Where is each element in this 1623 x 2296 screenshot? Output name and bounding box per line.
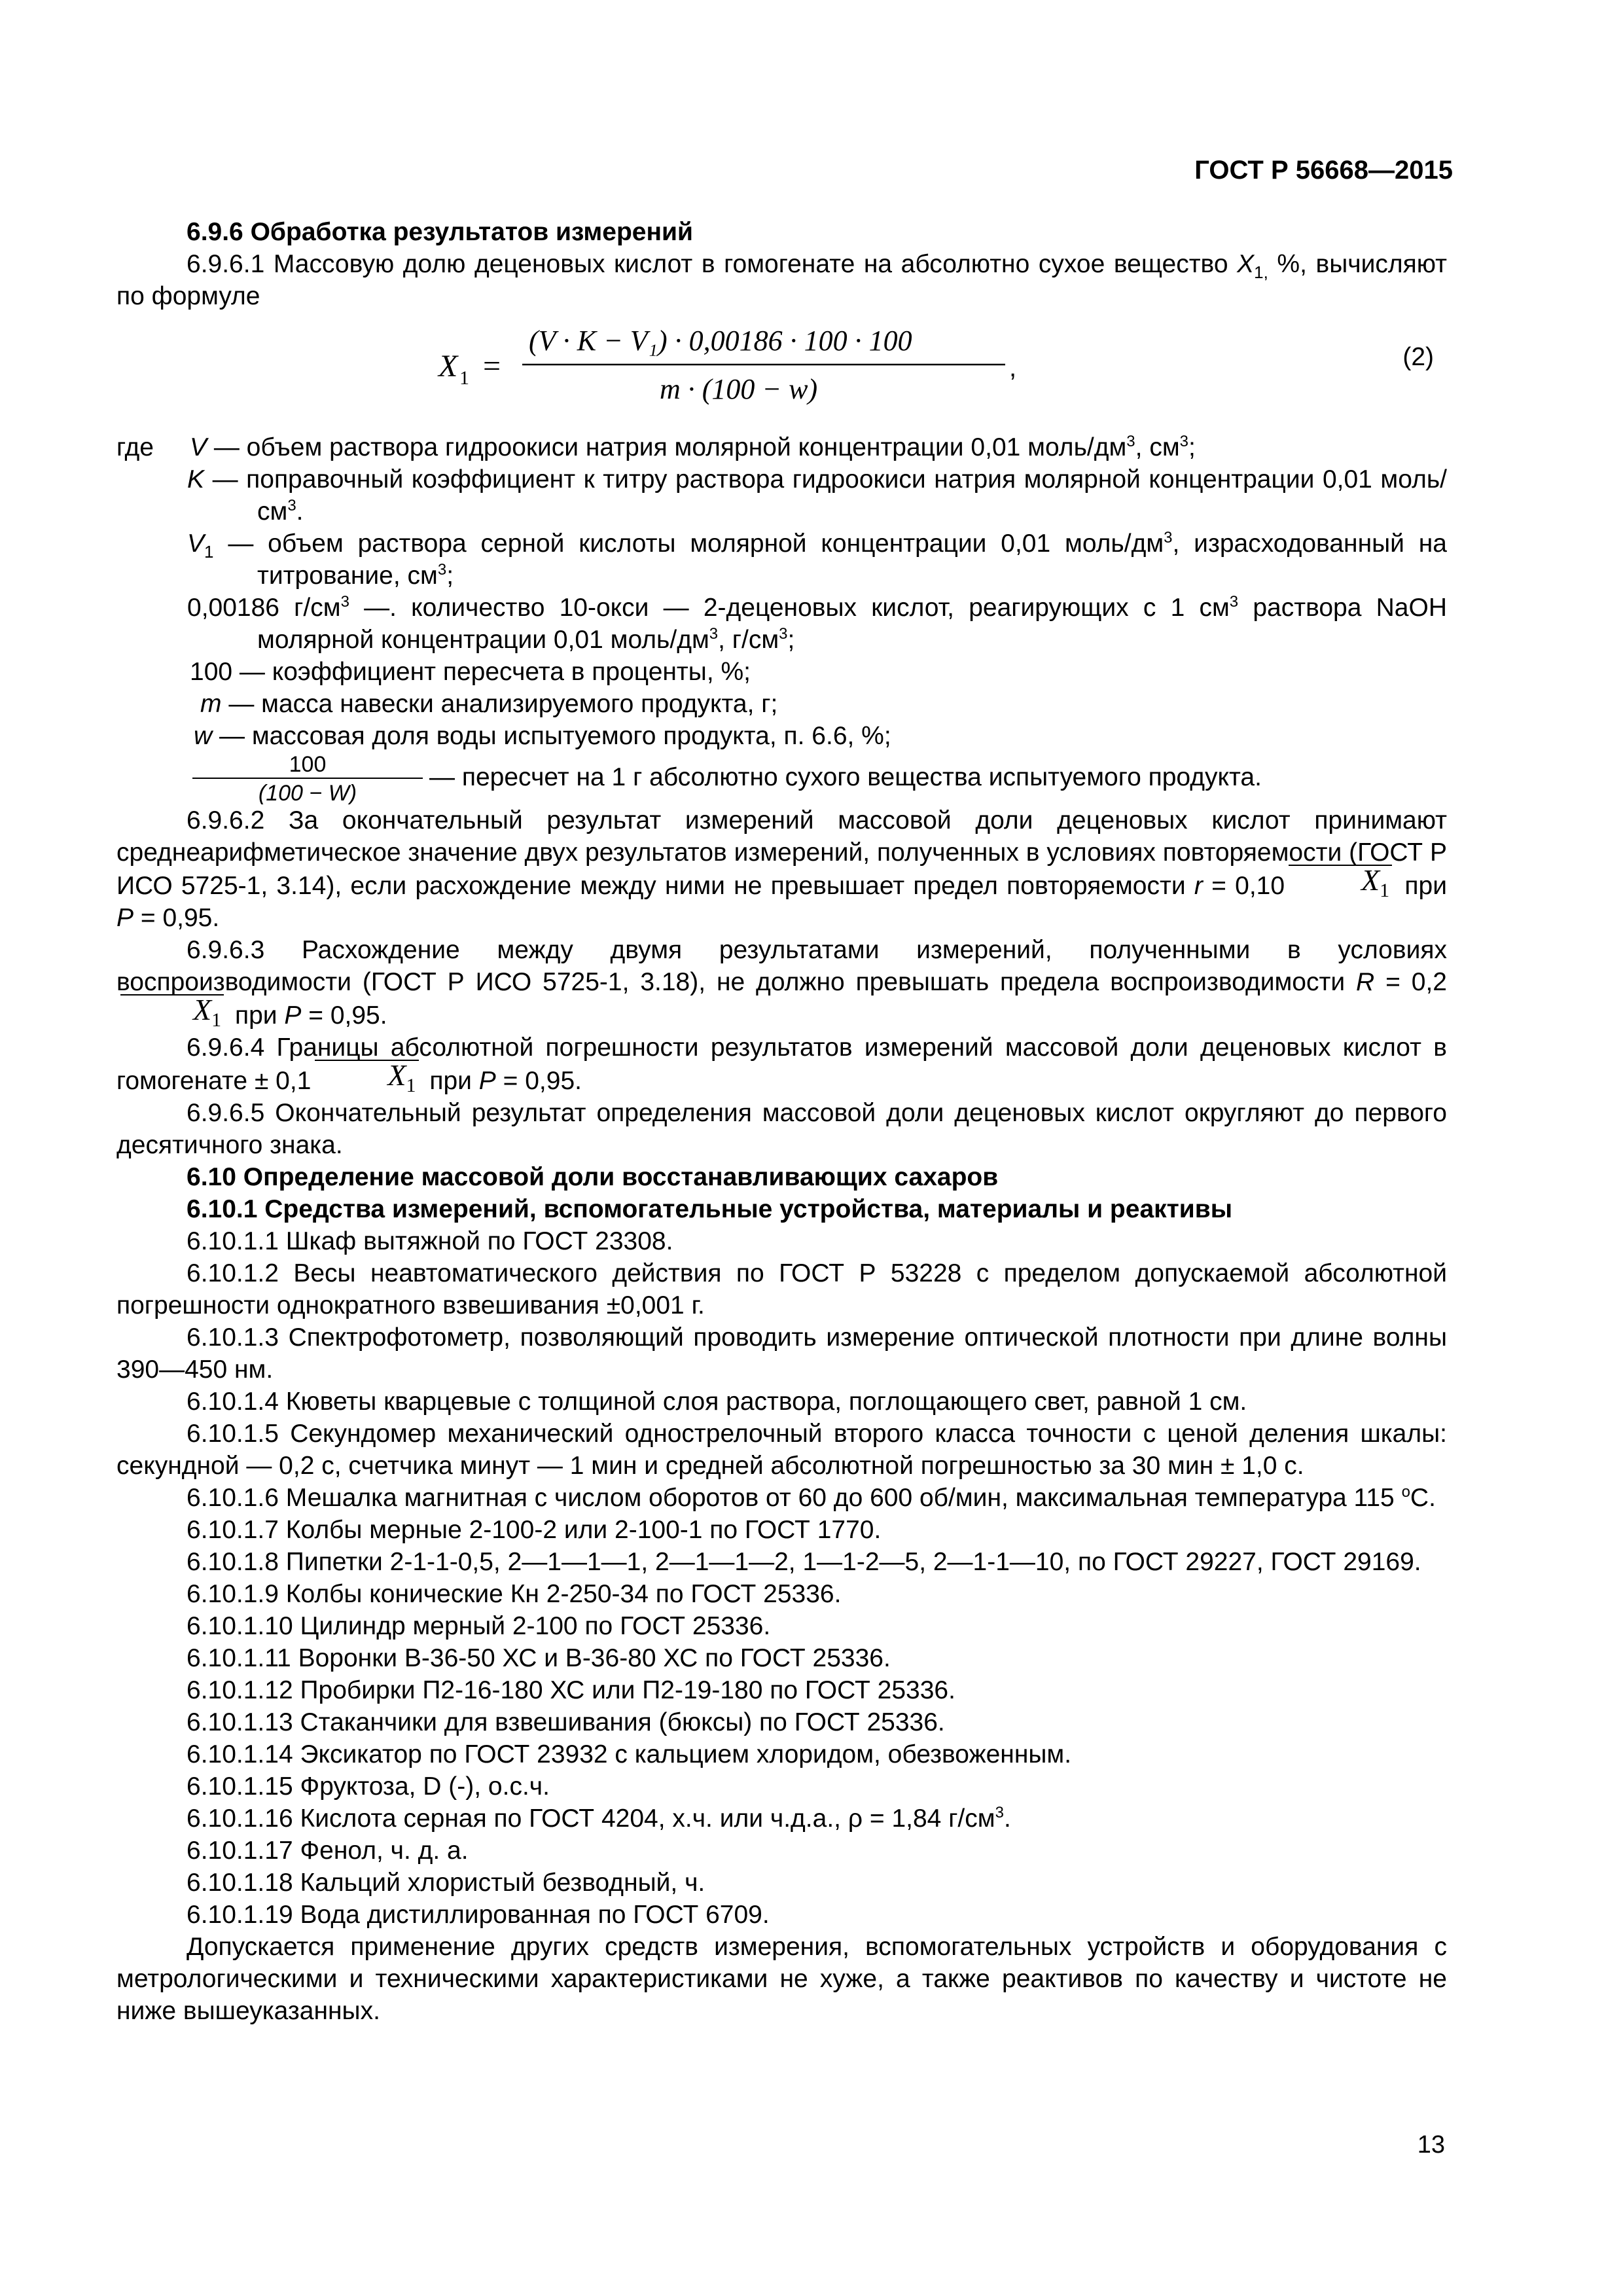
fraction-graphic (190, 752, 425, 804)
closing-paragraph: Допускается применение других средств измерения, вспомогательных устройств и оборудования с метрологическими и техническими характеристиками не хуже, а также реактивов по качеству и чистоте не ниже вышеуказанных. (116, 1933, 1447, 2025)
item-6-10-1-17: 6.10.1.17 Фенол, ч. д. а. (187, 1837, 469, 1865)
x1-mean-symbol: $X_1$ (120, 994, 224, 1024)
item-6-10-1-7: 6.10.1.7 Колбы мерные 2-100-2 или 2-100-1 по ГОСТ 1770. (187, 1516, 882, 1544)
formula-denominator: m · (100 − w) (660, 373, 818, 405)
item-6-10-1-10: 6.10.1.10 Цилиндр мерный 2-100 по ГОСТ 25336. (187, 1612, 771, 1640)
item-6-10-1-8: 6.10.1.8 Пипетки 2-1-1-0,5, 2—1—1—1, 2—1—1—2, 1—1-2—5, 2—1-1—10, по ГОСТ 29227, ГОСТ 29169. (187, 1548, 1421, 1576)
item-6-10-1-19: 6.10.1.19 Вода дистиллированная по ГОСТ 6709. (187, 1901, 770, 1929)
paragraph-6-9-6-4: 6.9.6.4 Границы абсолютной погрешности результатов измерений массовой доли деценовых кислот в гомогенате ± 0,1 $X_1$ при P = 0,95. (116, 1033, 1447, 1097)
item-6-10-1-16: 6.10.1.16 Кислота серная по ГОСТ 4204, х.ч. или ч.д.а., ρ = 1,84 $г/см^3$. (187, 1804, 1011, 1833)
item-6-10-1-9: 6.10.1.9 Колбы конические Кн 2-250-34 по ГОСТ 25336. (187, 1580, 842, 1608)
item-6-10-1-2: 6.10.1.2 Весы неавтоматического действия по ГОСТ Р 53228 с пределом допускаемой абсолютной погрешности однократного взвешивания ±0,001 г. (116, 1259, 1447, 1319)
where-k: K — поправочный коэффициент к титру раствора гидроокиси натрия молярной концентрации 0,01 моль/$см^3$. (187, 465, 1447, 526)
item-6-10-1-3: 6.10.1.3 Спектрофотометр, позволяющий проводить измерение оптической плотности при длине волны 390—450 нм. (116, 1323, 1447, 1384)
page-content (116, 216, 1447, 2027)
formula-comma: , (1009, 353, 1017, 382)
where-m: m — масса навески анализируемого продукта, г; (200, 690, 778, 718)
where-label: где (116, 433, 154, 461)
x1-mean-symbol: $X_1$ (1289, 865, 1392, 895)
where-v: где V — объем раствора гидроокиси натрия молярной концентрации 0,01 моль/$дм^3$, $см^3$; (116, 431, 1447, 463)
item-6-10-1-18: 6.10.1.18 Кальций хлористый безводный, ч. (187, 1869, 705, 1897)
paragraph-6-9-6-1: 6.9.6.1 Массовую долю деценовых кислот в гомогенате на абсолютно сухое вещество $X_{1,}$ %, вычисляют по формуле (116, 250, 1447, 310)
where-w: w — массовая доля воды испытуемого продукта, п. 6.6, %; (194, 722, 891, 750)
formula-equals: = (483, 349, 501, 384)
item-6-10-1-11: 6.10.1.11 Воронки В-36-50 ХС и В-36-80 ХС по ГОСТ 25336. (187, 1644, 891, 1672)
item-6-10-1-4: 6.10.1.4 Кюветы кварцевые с толщиной слоя раствора, поглощающего свет, равной 1 см. (187, 1388, 1247, 1416)
where-fraction (190, 752, 1447, 804)
item-6-10-1-15: 6.10.1.15 Фруктоза, D (-), о.с.ч. (187, 1772, 550, 1801)
formula-2 (116, 314, 1447, 412)
formula-numerator: (V · K − V₁) · 0,00186 · 100 · 100 (529, 325, 912, 357)
paragraph-6-9-6-5: 6.9.6.5 Окончательный результат определения массовой доли деценовых кислот округляют до первого десятичного знака. (116, 1099, 1447, 1159)
where-hundred: 100 — коэффициент пересчета в проценты, %; (190, 658, 751, 686)
item-6-10-1-6: 6.10.1.6 Мешалка магнитная с числом оборотов от 60 до 600 об/мин, максимальная температура 115 $^o$С. (187, 1483, 1436, 1512)
standard-header: ГОСТ Р 56668—2015 (1194, 156, 1453, 185)
formula-number: (2) (1402, 343, 1434, 371)
fraction-description: — пересчет на 1 г абсолютно сухого вещества испытуемого продукта. (429, 763, 1262, 791)
formula-graphic (116, 314, 1447, 412)
formula-lhs: X (438, 349, 458, 384)
item-6-10-1-14: 6.10.1.14 Эксикатор по ГОСТ 23932 с кальцием хлоридом, обезвоженным. (187, 1740, 1072, 1768)
page-number: 13 (1417, 2131, 1445, 2159)
where-v1: $V_1$ — объем раствора серной кислоты молярной концентрации 0,01 моль/$дм^3$, израсходованный на титрование, $см^3$; (187, 529, 1447, 590)
x1-mean-symbol: $X_1$ (315, 1060, 418, 1090)
item-6-10-1-12: 6.10.1.12 Пробирки П2-16-180 ХС или П2-19-180 по ГОСТ 25336. (187, 1676, 955, 1704)
section-title-6-10: 6.10 Определение массовой доли восстанавливающих сахаров (187, 1163, 999, 1191)
fraction-numerator: 100 (289, 752, 327, 777)
paragraph-6-9-6-3: 6.9.6.3 Расхождение между двумя результатами измерений, полученными в условиях воспроизводимости (ГОСТ Р ИСО 5725-1, 3.18), не должно превышать предела воспроизводимости $R = 0,2X_1$ при P = 0,95. (116, 936, 1447, 1031)
section-title-6-9-6: 6.9.6 Обработка результатов измерений (187, 218, 693, 246)
item-6-10-1-1: 6.10.1.1 Шкаф вытяжной по ГОСТ 23308. (187, 1227, 673, 1255)
section-title-6-10-1: 6.10.1 Средства измерений, вспомогательные устройства, материалы и реактивы (187, 1195, 1233, 1223)
fraction-denominator: (100 − W) (258, 781, 357, 804)
where-coefficient: 0,00186 $г/см^3$ —. количество 10-окси — 2-деценовых кислот, реагирующих с 1 $см^3$ раствора NaOH молярной концентрации 0,01 моль/$дм^3$, $г/см^3$; (187, 593, 1447, 654)
item-6-10-1-13: 6.10.1.13 Стаканчики для взвешивания (бюксы) по ГОСТ 25336. (187, 1708, 945, 1736)
item-6-10-1-5: 6.10.1.5 Секундомер механический однострелочный второго класса точности с ценой деления шкалы: секундной — 0,2 с, счетчика минут — 1 мин и средней абсолютной погрешностью за 30 мин ± 1,0 с. (116, 1420, 1447, 1480)
paragraph-6-9-6-2: 6.9.6.2 За окончательный результат измерений массовой доли деценовых кислот принимают среднеарифметическое значение двух результатов измерений, полученных в условиях повторяемости (ГОСТ Р ИСО 5725-1, 3.14), если расхождение между ними не превышает предел повторяемости r = 0,10 $X_1$ при P = 0,95. (116, 806, 1447, 932)
formula-lhs-sub: 1 (459, 367, 469, 389)
